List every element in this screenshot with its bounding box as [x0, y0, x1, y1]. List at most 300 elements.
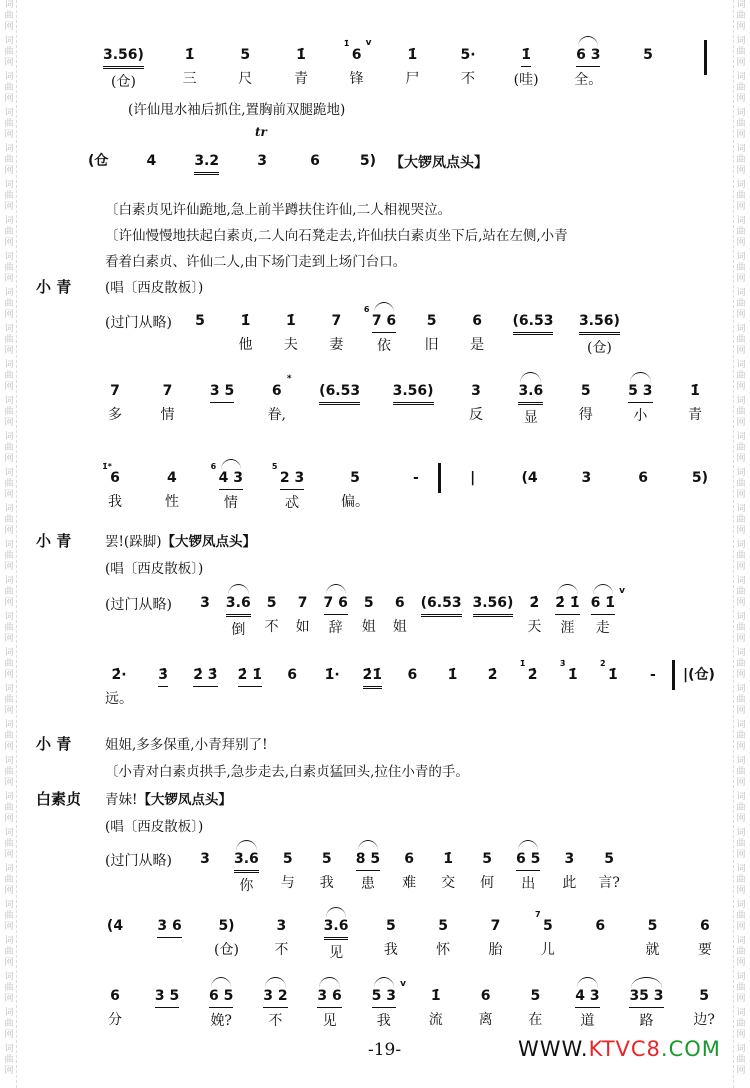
note-pitch — [350, 467, 360, 489]
lyric: 何 — [480, 875, 495, 891]
watermark-text: 词 曲 网 — [736, 252, 746, 284]
note — [576, 380, 596, 429]
breath-mark: v — [365, 38, 372, 48]
note-pitch — [575, 985, 599, 1008]
note — [486, 915, 506, 964]
note-text: - — [650, 667, 656, 683]
note-pitch — [324, 592, 348, 615]
note-text: 5 — [438, 918, 449, 934]
note-pitch — [413, 467, 419, 489]
note-text: |(仓) — [683, 667, 715, 683]
note-text: 7 — [331, 313, 342, 329]
note — [226, 592, 251, 641]
note — [695, 915, 715, 964]
note-pitch — [287, 664, 297, 686]
note — [442, 664, 462, 713]
note — [103, 44, 144, 93]
lyric: 眷, — [267, 407, 286, 423]
watermark-text: 词 曲 网 — [4, 1044, 14, 1076]
stage-direction — [105, 198, 451, 218]
breath-mark: v — [619, 586, 625, 596]
score-line — [105, 979, 715, 1041]
lyric: 怀 — [436, 942, 451, 958]
note-text: 3.6 — [323, 918, 349, 934]
note-pitch — [581, 467, 591, 489]
lyric: 此 — [562, 875, 577, 891]
note-pitch — [210, 380, 234, 403]
note-text: 5 — [385, 918, 396, 934]
note-text: 5 — [604, 851, 614, 867]
watermark-text: 词 曲 网 — [4, 540, 14, 572]
note-text: 2̇1̇ — [362, 667, 383, 683]
note-text: 6 — [351, 47, 362, 63]
line-text: 〔白素贞见许仙跪地,急上前半蹲扶住许仙,二人相视哭泣。 — [105, 202, 452, 218]
note-sequence — [105, 659, 715, 713]
note-text: (仓 — [88, 153, 109, 169]
watermark-text: 词 曲 网 — [4, 432, 14, 464]
note — [476, 985, 496, 1032]
grace-note: 7 — [534, 910, 541, 919]
score-line — [105, 586, 625, 648]
note — [193, 664, 217, 713]
watermark-text: 词 曲 网 — [4, 936, 14, 968]
note-pitch — [472, 310, 482, 332]
line-text: 看着白素贞、许仙二人,由下场门走到上场门台口。 — [105, 254, 407, 270]
watermark-text: 词 曲 网 — [4, 0, 14, 32]
watermark-text: 词 曲 网 — [736, 540, 746, 572]
lyric: 言? — [598, 875, 620, 891]
lyric: 流 — [428, 1012, 443, 1028]
lyric: 情 — [223, 495, 238, 511]
lyric: (哇) — [513, 72, 539, 88]
note-text: | — [470, 470, 476, 486]
note-pitch — [257, 150, 267, 172]
note-text: 3 — [471, 383, 481, 399]
line-text: 罢!(跺脚) — [105, 534, 162, 550]
dialogue-line — [105, 733, 268, 753]
lyric: 我 — [319, 875, 334, 891]
lyric: 边? — [693, 1012, 715, 1028]
note — [525, 985, 545, 1032]
note-pitch — [565, 848, 575, 870]
note-text: 3 — [200, 595, 210, 611]
note — [477, 848, 497, 897]
note-text: 3.2 — [194, 153, 220, 169]
grace-note: 1̇ — [519, 659, 526, 668]
character-name: 小 青 — [36, 735, 72, 753]
watermark-text: 词 曲 网 — [736, 108, 746, 140]
note-text: 1̇ — [690, 383, 700, 399]
lyric: 夫 — [283, 337, 298, 353]
note — [102, 462, 125, 514]
note — [463, 467, 483, 514]
note-pitch — [460, 44, 475, 66]
note-text: 2̇· — [111, 667, 127, 683]
watermark-text: 词 曲 网 — [736, 396, 746, 428]
note — [319, 380, 360, 429]
note — [190, 310, 210, 359]
note-text: 1̇· — [324, 667, 340, 683]
note — [438, 848, 458, 897]
character-name: 小 青 — [36, 278, 72, 296]
note — [399, 848, 419, 897]
note-text: 6 — [310, 153, 320, 169]
lyric: 多 — [108, 407, 122, 423]
note-pitch — [363, 664, 382, 689]
lyric: 要 — [697, 942, 712, 958]
note — [105, 985, 125, 1032]
note-pitch — [427, 310, 437, 332]
note-pitch — [576, 44, 600, 67]
note — [638, 44, 658, 93]
note-text: 6 — [700, 918, 710, 934]
note-sequence — [102, 462, 710, 514]
note — [88, 150, 108, 199]
note — [426, 985, 446, 1032]
note-text: 7 6 — [371, 313, 397, 329]
watermark-text: 词 曲 网 — [736, 828, 746, 860]
note-pitch — [271, 462, 305, 490]
note-pitch — [103, 44, 144, 69]
lyric: 显 — [523, 410, 538, 426]
note — [473, 592, 514, 641]
note-text: 5 — [530, 988, 541, 1004]
watermark-left — [2, 0, 17, 1088]
note-pitch — [356, 848, 380, 871]
note — [305, 150, 325, 199]
note-pitch — [643, 44, 653, 66]
note-text: (4 — [106, 918, 124, 934]
note — [282, 664, 302, 713]
note — [693, 985, 715, 1032]
line-text: 青妹! — [105, 792, 138, 808]
note-text: 5 3 — [628, 383, 653, 399]
note — [210, 380, 234, 429]
note — [519, 659, 543, 713]
note-text: 5 — [643, 47, 653, 63]
dialogue-line — [105, 276, 203, 296]
note — [162, 467, 182, 514]
note-pitch — [102, 462, 120, 489]
watermark-text: 词 曲 网 — [4, 972, 14, 1004]
note-pitch — [276, 915, 286, 937]
note — [157, 915, 181, 964]
score-prefix: (过门从略) — [105, 597, 172, 613]
watermark-text: 词 曲 网 — [4, 72, 14, 104]
note — [326, 310, 346, 359]
note — [628, 380, 652, 429]
note-text: 4 — [146, 153, 157, 169]
note-text: 3 — [564, 851, 575, 867]
lyric: 倒 — [231, 622, 246, 638]
watermark-text: 词 曲 网 — [4, 468, 14, 500]
trill-mark: tr — [255, 125, 267, 139]
note-text: 4 3 — [218, 470, 244, 486]
note-text: 5 — [350, 470, 360, 486]
note — [458, 44, 478, 93]
note — [576, 467, 596, 514]
note-text: 6 — [271, 383, 282, 399]
note-text: 3 2 — [263, 988, 288, 1004]
stage-direction — [105, 557, 203, 577]
note — [422, 310, 442, 359]
note-pitch — [238, 664, 262, 687]
note — [574, 44, 602, 93]
note-text: 5 — [580, 383, 591, 399]
lyric: 离 — [478, 1012, 493, 1028]
watermark-text: 词 曲 网 — [736, 720, 746, 752]
note — [402, 664, 422, 713]
note-pitch — [240, 44, 250, 66]
section-tag: 【大锣凤点头】 — [390, 155, 488, 171]
watermark-text: 词 曲 网 — [4, 252, 14, 284]
note-text: 3 — [200, 851, 210, 867]
note — [406, 467, 426, 514]
note — [381, 915, 401, 964]
note — [281, 310, 301, 359]
note-pitch — [404, 848, 414, 870]
note-pitch — [521, 44, 531, 67]
grace-note: 6 — [363, 305, 370, 314]
note — [317, 985, 341, 1032]
line-text: (唱〔西皮散板〕) — [105, 561, 204, 577]
lyric: 妻 — [329, 337, 344, 353]
note-pitch — [157, 915, 181, 938]
note-pitch — [470, 467, 475, 489]
watermark-text: 词 曲 网 — [4, 828, 14, 860]
lyric: 不 — [268, 1013, 283, 1029]
watermark-text: 词 曲 网 — [4, 756, 14, 788]
bar-line — [438, 463, 441, 493]
watermark-text: 词 曲 网 — [4, 648, 14, 680]
watermark-text: 词 曲 网 — [4, 900, 14, 932]
note-pitch — [518, 380, 543, 405]
note-pitch — [241, 310, 251, 332]
note — [235, 310, 255, 359]
note-text: 3 — [276, 918, 287, 934]
note — [341, 467, 369, 514]
lyric: 尸 — [405, 71, 420, 87]
lyric: 依 — [376, 338, 391, 354]
note-sequence — [105, 374, 705, 429]
note-pitch — [448, 664, 458, 686]
dialogue-line — [105, 788, 232, 808]
note-pitch — [226, 592, 251, 617]
watermark-text: 词 曲 网 — [4, 360, 14, 392]
lyric: 全。 — [574, 72, 603, 88]
watermark-text: 词 曲 网 — [4, 684, 14, 716]
lyric: 难 — [402, 875, 417, 891]
note-text: 5 — [542, 918, 553, 934]
note-text: 3.6 — [233, 851, 259, 867]
note — [252, 150, 272, 199]
note-pitch — [111, 664, 126, 686]
note — [590, 915, 610, 964]
lyric: 娩? — [210, 1013, 232, 1029]
lyric: 走 — [595, 620, 610, 636]
note-pitch — [234, 848, 259, 873]
lyric: 旧 — [424, 337, 439, 353]
lyric: 你 — [239, 878, 254, 894]
note — [278, 848, 298, 897]
note — [513, 310, 554, 359]
note-text: 6 — [595, 918, 606, 934]
watermark-text: 词 曲 网 — [4, 216, 14, 248]
note-pitch — [200, 592, 210, 614]
note — [263, 985, 287, 1032]
stage-direction — [105, 815, 203, 835]
note — [234, 848, 259, 897]
note — [421, 592, 462, 641]
lyric: 尺 — [238, 71, 253, 87]
note-pitch — [88, 150, 108, 172]
note-pitch — [364, 592, 374, 614]
note-text: 2̇ 3̇ — [193, 667, 218, 683]
lyric: 就 — [645, 942, 660, 958]
lyric: 不 — [460, 71, 475, 87]
note — [267, 374, 292, 429]
note-pitch — [599, 659, 618, 686]
note-pitch — [363, 305, 397, 333]
note-text: 1̇ — [443, 851, 453, 867]
note — [683, 664, 715, 713]
note-pitch — [488, 664, 498, 686]
note-sequence — [190, 305, 620, 359]
watermark-text: 词 曲 网 — [736, 180, 746, 212]
score-line — [103, 38, 658, 100]
note-pitch — [491, 915, 501, 937]
note-text: 6 — [287, 667, 297, 683]
note-pitch — [531, 985, 541, 1007]
score-line — [105, 848, 620, 904]
bar-line — [704, 40, 707, 75]
note-pitch — [193, 664, 217, 687]
note — [598, 848, 620, 897]
note-pitch — [628, 380, 652, 403]
line-text: 〔许仙慢慢地扶起白素贞,二人向石凳走去,许仙扶白素贞坐下后,站在左侧,小青 — [105, 228, 568, 244]
note-text: 5) — [691, 470, 709, 486]
note-text: (6.53 — [420, 595, 462, 611]
note-pitch — [286, 310, 296, 332]
line-text: 〔小青对白素贞拱手,急步走去,白素贞猛回头,拉住小青的手。 — [105, 764, 469, 780]
note-text: 3.56) — [578, 313, 620, 329]
note-pitch — [431, 985, 441, 1007]
watermark-text: 词 曲 网 — [736, 1008, 746, 1040]
lyric: 辞 — [328, 620, 343, 636]
note-pitch — [331, 310, 341, 332]
note — [575, 985, 599, 1032]
note — [214, 915, 239, 964]
note-pitch — [481, 985, 491, 1007]
score-line — [105, 374, 705, 436]
note-text: 1̇ — [296, 47, 306, 63]
note-sequence — [105, 910, 715, 964]
note-pitch — [579, 310, 620, 335]
note-text: 6 — [110, 988, 120, 1004]
note — [293, 592, 313, 641]
stage-direction — [128, 98, 345, 118]
note-sequence — [195, 848, 620, 897]
note-pitch — [590, 586, 625, 615]
site-watermark — [518, 1037, 721, 1061]
note-text: 5 — [321, 851, 332, 867]
lyric: 姐 — [361, 619, 376, 635]
note — [343, 38, 372, 93]
watermark-text: 词 曲 网 — [736, 900, 746, 932]
note — [317, 848, 337, 897]
note-text: 2̇ — [487, 667, 498, 683]
note-text: 3 6 — [317, 988, 342, 1004]
note — [534, 910, 558, 964]
lyric: 交 — [441, 875, 456, 891]
bar-line — [672, 660, 675, 690]
note-text: 2̇ 1̇ — [555, 595, 580, 611]
lyric: (仓) — [586, 340, 612, 356]
watermark-text: 词 曲 网 — [736, 216, 746, 248]
character-name: 白素贞 — [36, 790, 82, 808]
watermark-text: 词 曲 网 — [4, 1008, 14, 1040]
note-text: 6 — [472, 313, 482, 329]
note-text: 1̇ — [607, 667, 618, 683]
watermark-text: 词 曲 网 — [4, 792, 14, 824]
note-pitch — [218, 915, 234, 937]
score-line — [105, 305, 620, 366]
note-text: 5 — [266, 595, 277, 611]
breath-mark: * — [286, 374, 292, 384]
watermark-text: 词 曲 网 — [4, 576, 14, 608]
grace-note: 1̇* — [102, 462, 112, 471]
line-text: 姐姐,多多保重,小青拜别了! — [105, 737, 268, 753]
note — [590, 586, 625, 641]
note-pitch — [650, 664, 656, 686]
note — [291, 44, 311, 93]
note-pitch — [185, 44, 195, 66]
lyric: 胎 — [488, 942, 503, 958]
lyric: 在 — [528, 1012, 543, 1028]
note-text: 5· — [460, 47, 476, 63]
section-tag: 【大锣凤点头】 — [161, 534, 256, 550]
watermark-text: 词 曲 网 — [4, 504, 14, 536]
page-number: -19- — [368, 1040, 402, 1060]
lyric: 不 — [264, 619, 279, 635]
lyric: 我 — [383, 942, 398, 958]
lyric: 三 — [182, 71, 197, 87]
character-name: 小 青 — [36, 532, 72, 550]
watermark-text: 词 曲 网 — [4, 324, 14, 356]
note — [195, 848, 215, 897]
note-pitch — [530, 592, 540, 614]
note-text: 2̇ 1̇ — [237, 667, 262, 683]
note-pitch — [692, 467, 708, 489]
note — [559, 848, 579, 897]
note-text: 2 3 — [279, 470, 305, 486]
note-text: 7 — [162, 383, 173, 399]
note — [433, 915, 453, 964]
stage-direction — [105, 250, 406, 270]
watermark-text: 词 曲 网 — [736, 432, 746, 464]
note-pitch — [690, 380, 700, 402]
lyric: 他 — [238, 337, 253, 353]
note — [155, 985, 179, 1032]
note-text: 1̇ — [240, 313, 251, 329]
note — [518, 380, 543, 429]
note-pitch — [516, 848, 540, 871]
grace-note: 5 — [271, 462, 278, 471]
note-text: 1̇ — [447, 667, 458, 683]
watermark-text: 词 曲 网 — [4, 36, 14, 68]
note — [559, 659, 583, 713]
note — [324, 915, 349, 964]
